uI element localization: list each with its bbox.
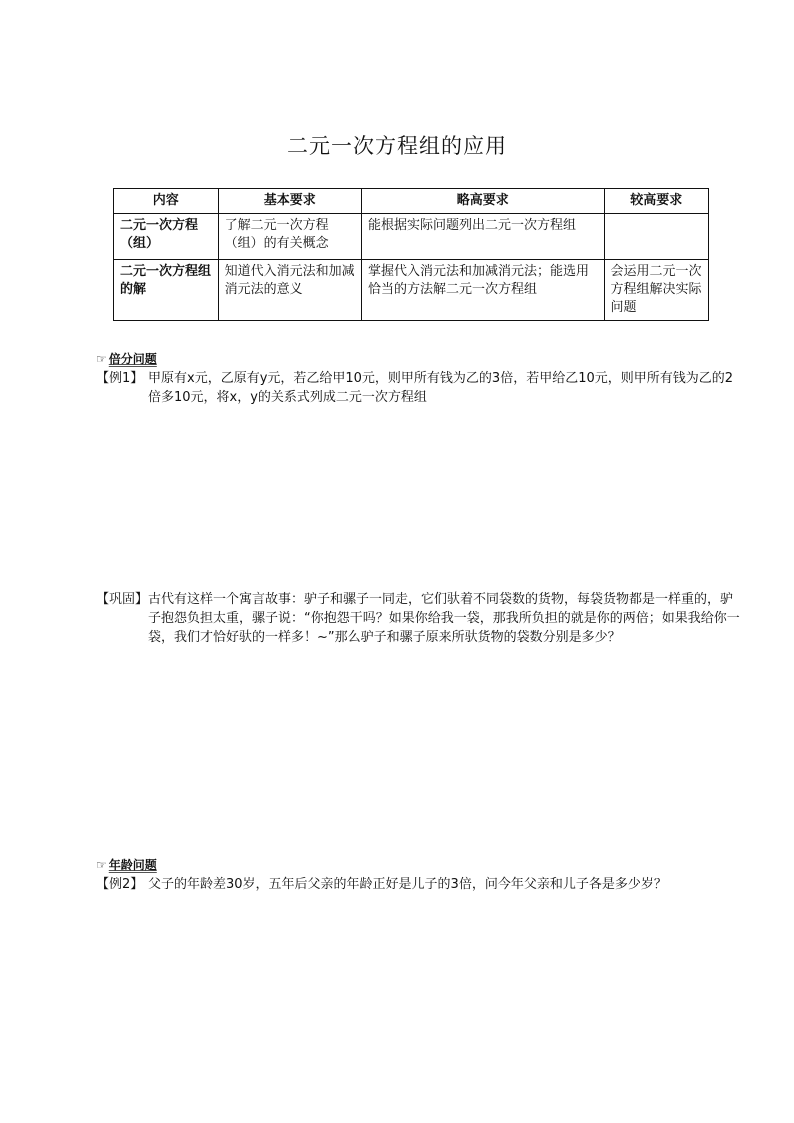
pointing-hand-icon: ☞	[96, 351, 107, 366]
header-content: 内容	[114, 189, 219, 214]
table-cell: 了解二元一次方程（组）的有关概念	[218, 214, 361, 260]
section-title: 年龄问题	[108, 858, 157, 872]
table-cell: 掌握代入消元法和加减消元法；能选用恰当的方法解二元一次方程组	[361, 260, 604, 321]
section-heading-age	[96, 856, 157, 873]
table-cell: 二元一次方程（组）	[114, 214, 219, 260]
problem-text: 甲原有x元，乙原有y元，若乙给甲10元，则甲所有钱为乙的3倍，若甲给乙10元，则甲所有钱为乙的2倍多10元，将x，y的关系式列成二元一次方程组	[148, 371, 734, 405]
pointing-hand-icon: ☞	[96, 857, 107, 872]
section-heading-multiple	[96, 350, 157, 367]
table-row	[114, 260, 709, 321]
consolidation-problem	[96, 590, 741, 647]
table-cell: 能根据实际问题列出二元一次方程组	[361, 214, 604, 260]
header-basic: 基本要求	[218, 189, 361, 214]
table-row	[114, 214, 709, 260]
problem-text: 古代有这样一个寓言故事：驴子和骡子一同走，它们驮着不同袋数的货物，每袋货物都是一样重的，驴子抱怨负担太重，骡子说：“你抱怨干吗？如果你给我一袋，那我所负担的就是你的两倍；如果我给你一袋，我们才恰好驮的一样多！~”那么驴子和骡子原来所驮货物的袋数分别是多少？	[148, 592, 740, 645]
example-1	[96, 369, 741, 407]
requirements-table	[113, 188, 709, 321]
problem-label: 【例2】	[96, 877, 144, 892]
table-header-row	[114, 189, 709, 214]
table-cell: 知道代入消元法和加减消元法的意义	[218, 260, 361, 321]
section-title: 倍分问题	[108, 352, 157, 366]
problem-label: 【巩固】	[96, 592, 149, 607]
header-advanced: 较高要求	[604, 189, 708, 214]
page-title: 二元一次方程组的应用	[287, 134, 507, 158]
table-cell	[604, 214, 708, 260]
problem-text: 父子的年龄差30岁，五年后父亲的年龄正好是儿子的3倍，问今年父亲和儿子各是多少岁？	[148, 877, 667, 892]
problem-label: 【例1】	[96, 371, 144, 386]
table-cell: 二元一次方程组的解	[114, 260, 219, 321]
header-intermediate: 略高要求	[361, 189, 604, 214]
example-2	[96, 875, 741, 894]
table-cell: 会运用二元一次方程组解决实际问题	[604, 260, 708, 321]
